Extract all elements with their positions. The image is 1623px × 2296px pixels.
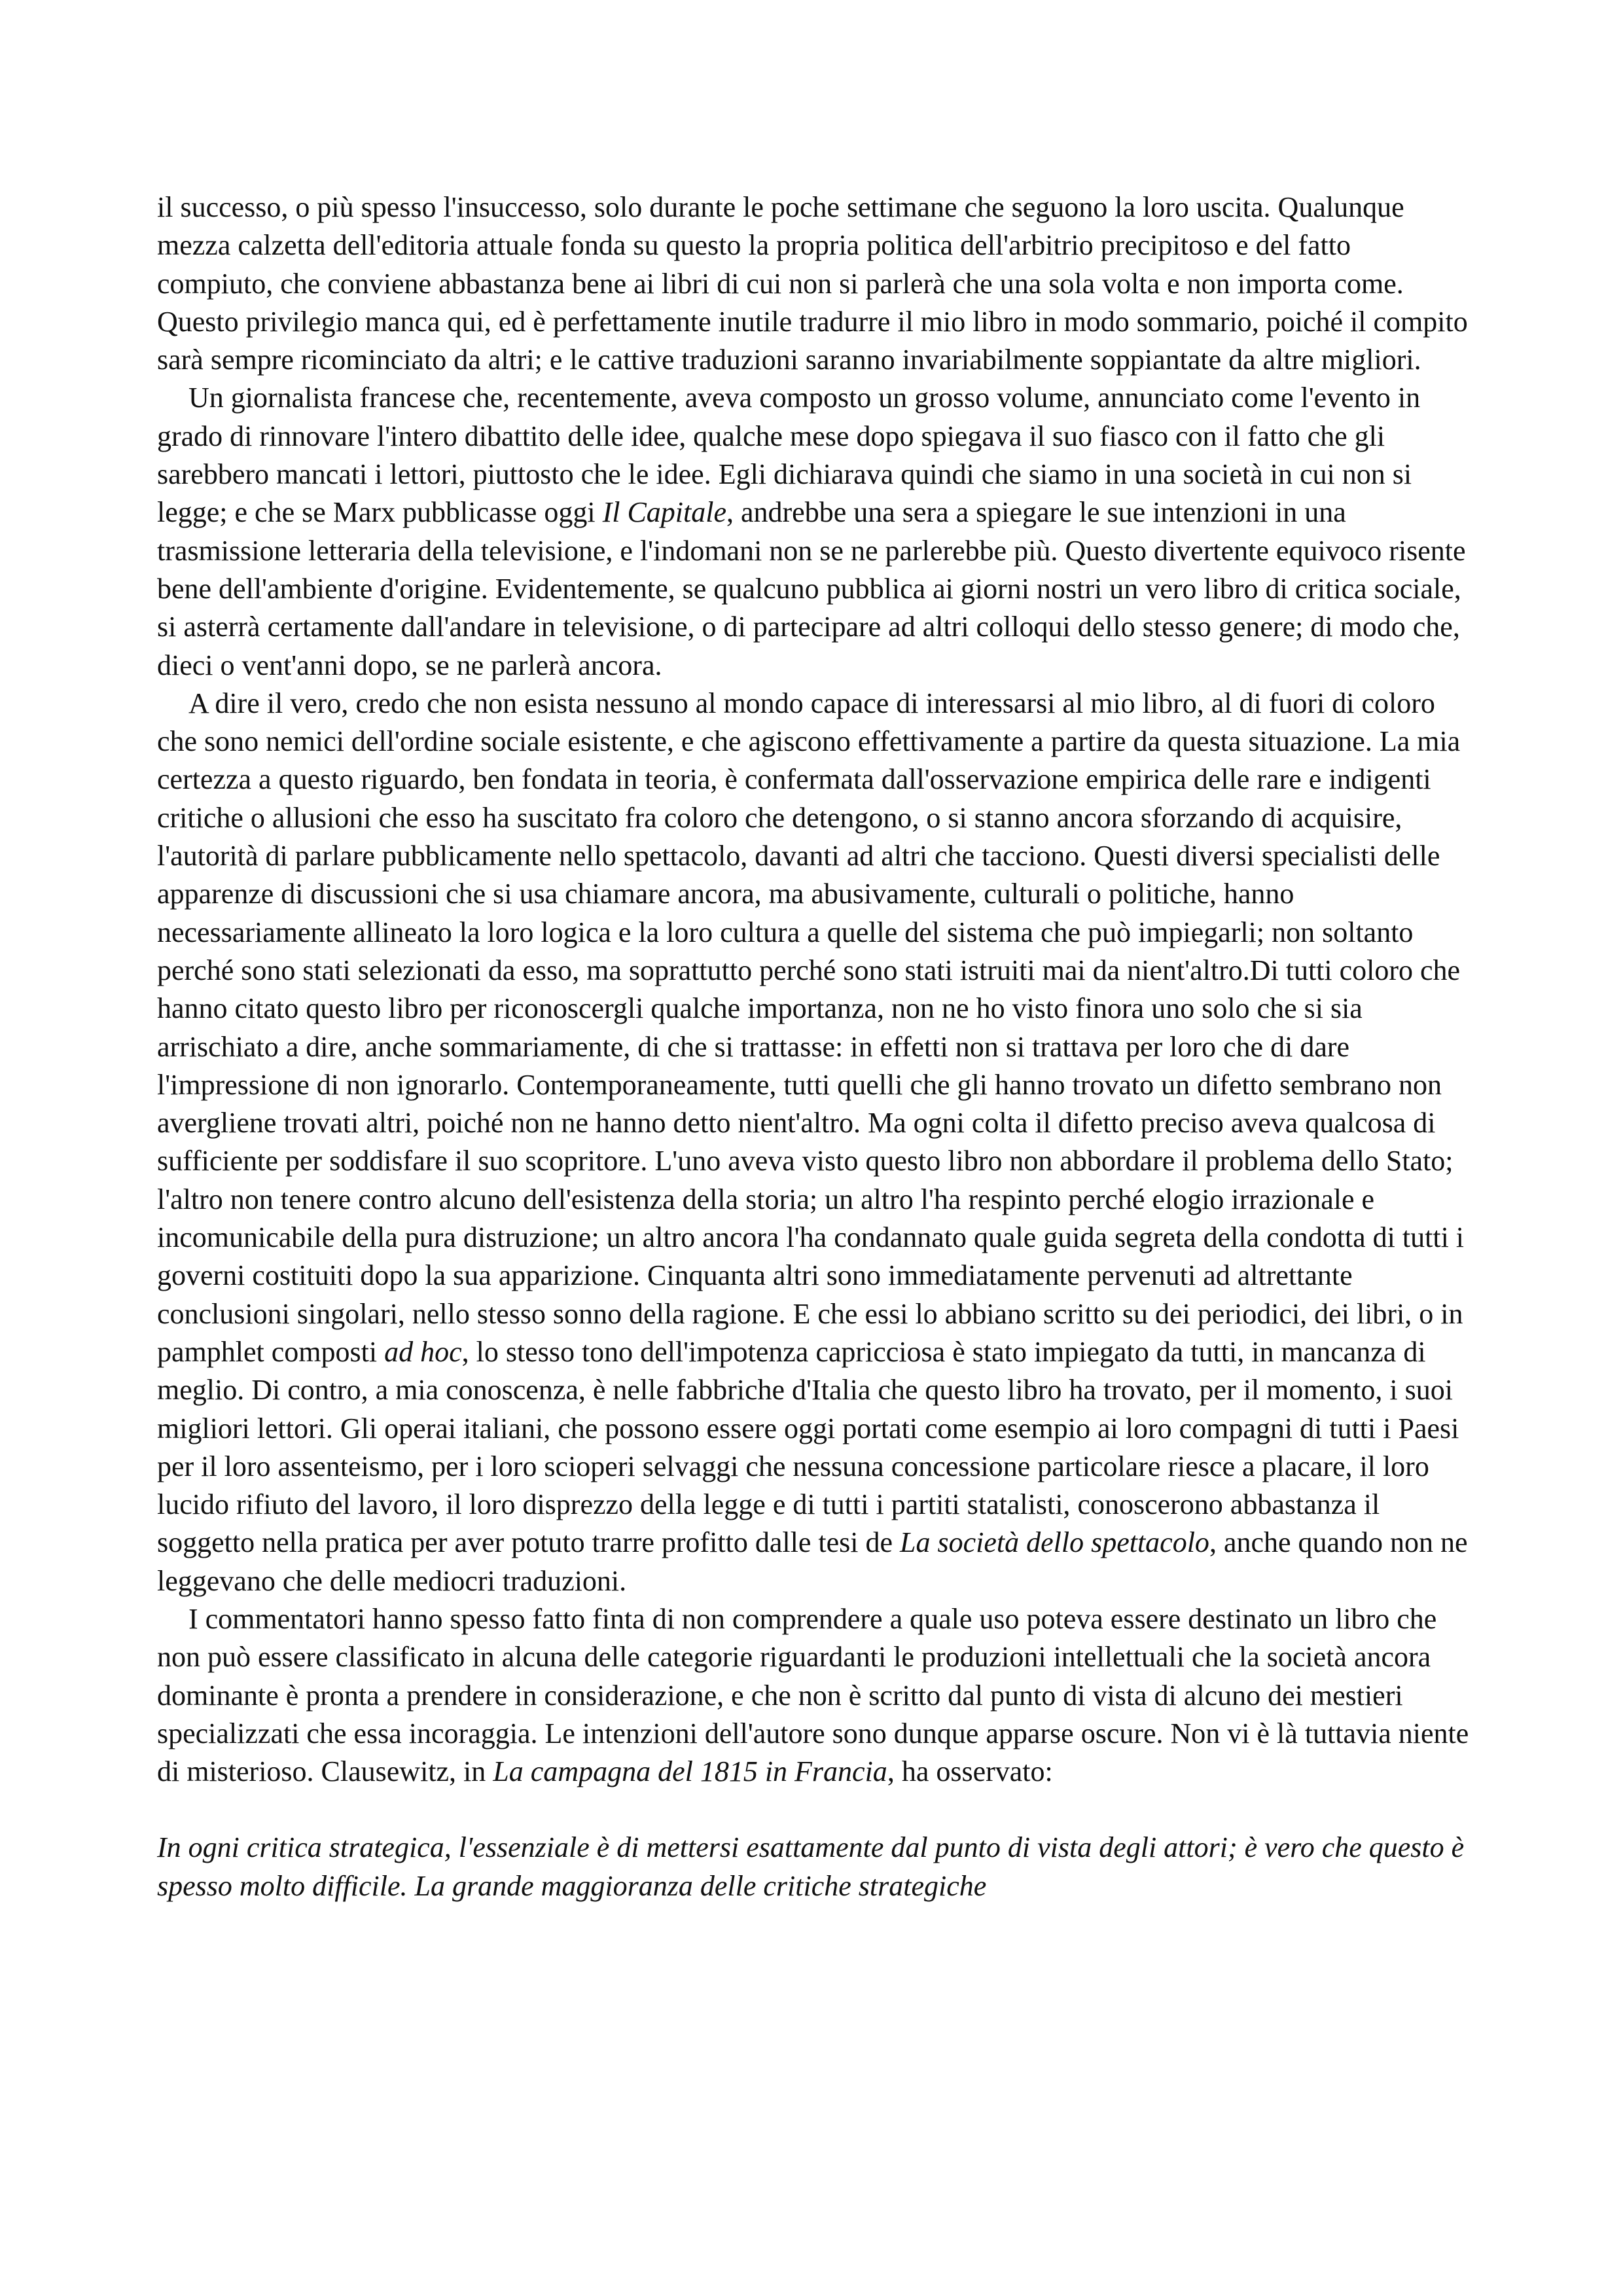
book-title-il-capitale: Il Capitale [602,496,726,529]
paragraph-text: Un giornalista francese che, recentemente, aveva composto un grosso volume, annunciato come l'evento in grado di rinnovare l'intero dibattito delle idee, qualche mese dopo spiegava il suo fiasco con il fatto che gli sarebbero mancati i lettori, piuttosto che le idee. Egli dichiarava quindi che siamo in una società in cui non si legge; e che se Marx pubblicasse oggi [157,382,1421,529]
paragraph-4 [157,1600,1472,1791]
block-quote [157,1829,1472,1905]
paragraph-text: il successo, o più spesso l'insuccesso, solo durante le poche settimane che seguono la loro uscita. Qualunque mezza calzetta dell'editoria attuale fonda su questo la propria politica dell'arbitrio precipitoso e del fatto compiuto, che conviene abbastanza bene ai libri di cui non si parlerà che una sola volta e non importa come. Questo privilegio manca qui, ed è perfettamente inutile tradurre il mio libro in modo sommario, poiché il compito sarà sempre ricominciato da altri; e le cattive traduzioni saranno invariabilmente soppiantate da altre migliori. [157,191,1468,376]
paragraph-text: , anche quando non ne leggevano che delle mediocri traduzioni. [157,1526,1468,1597]
paragraph-text: , ha osservato: [887,1755,1053,1788]
latin-phrase-ad-hoc: ad hoc [384,1335,462,1368]
paragraph-1 [157,188,1472,379]
paragraph-text: , lo stesso tono dell'impotenza capricciosa è stato impiegato da tutti, in mancanza di meglio. Di contro, a mia conoscenza, è nelle fabbriche d'Italia che questo libro ha trovato, per il momento, i suoi migliori lettori. Gli operai italiani, che possono essere oggi portati come esempio ai loro compagni di tutti i Paesi per il loro assenteismo, per i loro scioperi selvaggi che nessuna concessione particolare riesce a placare, il loro lucido rifiuto del lavoro, il loro disprezzo della legge e di tutti i partiti statalisti, conoscerono abbastanza il soggetto nella pratica per aver potuto trarre profitto dalle tesi de [157,1335,1459,1559]
paragraph-text: I commentatori hanno spesso fatto finta di non comprendere a quale uso poteva essere destinato un libro che non può essere classificato in alcuna delle categorie riguardanti le produzioni intellettuali che la società ancora dominante è pronta a prendere in considerazione, e che non è scritto dal punto di vista di alcuno dei mestieri specializzati che essa incoraggia. Le intenzioni dell'autore sono dunque apparse oscure. Non vi è là tuttavia niente di misterioso. Clausewitz, in [157,1602,1469,1788]
paragraph-3 [157,685,1472,1600]
quote-text: In ogni critica strategica, l'essenziale è di mettersi esattamente dal punto di vista degli attori; è vero che questo è spesso molto difficile. La grande maggioranza delle critiche strategiche [157,1831,1465,1902]
paragraph-text: , andrebbe una sera a spiegare le sue intenzioni in una trasmissione letteraria della televisione, e l'indomani non se ne parlerebbe più. Questo divertente equivoco risente bene dell'ambiente d'origine. Evidentemente, se qualcuno pubblica ai giorni nostri un vero libro di critica sociale, si asterrà certamente dall'andare in televisione, o di partecipare ad altri colloqui dello stesso genere; di modo che, dieci o vent'anni dopo, se ne parlerà ancora. [157,496,1466,681]
paragraph-text: A dire il vero, credo che non esista nessuno al mondo capace di interessarsi al mio libro, al di fuori di coloro che sono nemici dell'ordine sociale esistente, e che agiscono effettivamente a partire da questa situazione. La mia certezza a questo riguardo, ben fondata in teoria, è confermata dall'osservazione empirica delle rare e indigenti critiche o allusioni che esso ha suscitato fra coloro che detengono, o si stanno ancora sforzando di acquisire, l'autorità di parlare pubblicamente nello spettacolo, davanti ad altri che tacciono. Questi diversi specialisti delle apparenze di discussioni che si usa chiamare ancora, ma abusivamente, culturali o politiche, hanno necessariamente allineato la loro logica e la loro cultura a quelle del sistema che può impiegarli; non soltanto perché sono stati selezionati da esso, ma soprattutto perché sono stati istruiti mai da nient'altro.Di tutti coloro che hanno citato questo libro per riconoscergli qualche importanza, non ne ho visto finora uno solo che si sia arrischiato a dire, anche sommariamente, di che si trattasse: in effetti non si trattava per loro che di dare l'impressione di non ignorarlo. Contemporaneamente, tutti quelli che gli hanno trovato un difetto sembrano non avergliene trovati altri, poiché non ne hanno detto nient'altro. Ma ogni colta il difetto preciso aveva qualcosa di sufficiente per soddisfare il suo scopritore. L'uno aveva visto questo libro non abbordare il problema dello Stato; l'altro non tenere contro alcuno dell'esistenza della storia; un altro l'ha respinto perché elogio irrazionale e incomunicabile della pura distruzione; un altro ancora l'ha condannato quale guida segreta della condotta di tutti i governi costituiti dopo la sua apparizione. Cinquanta altri sono immediatamente pervenuti ad altrettante conclusioni singolari, nello stesso sonno della ragione. E che essi lo abbiano scritto su dei periodici, dei libri, o in pamphlet composti [157,687,1465,1368]
book-title-campagna-1815: La campagna del 1815 in Francia [493,1755,887,1788]
paragraph-2 [157,379,1472,684]
book-title-societa-spettacolo: La società dello spettacolo [900,1526,1209,1559]
body-text [157,188,1472,1905]
